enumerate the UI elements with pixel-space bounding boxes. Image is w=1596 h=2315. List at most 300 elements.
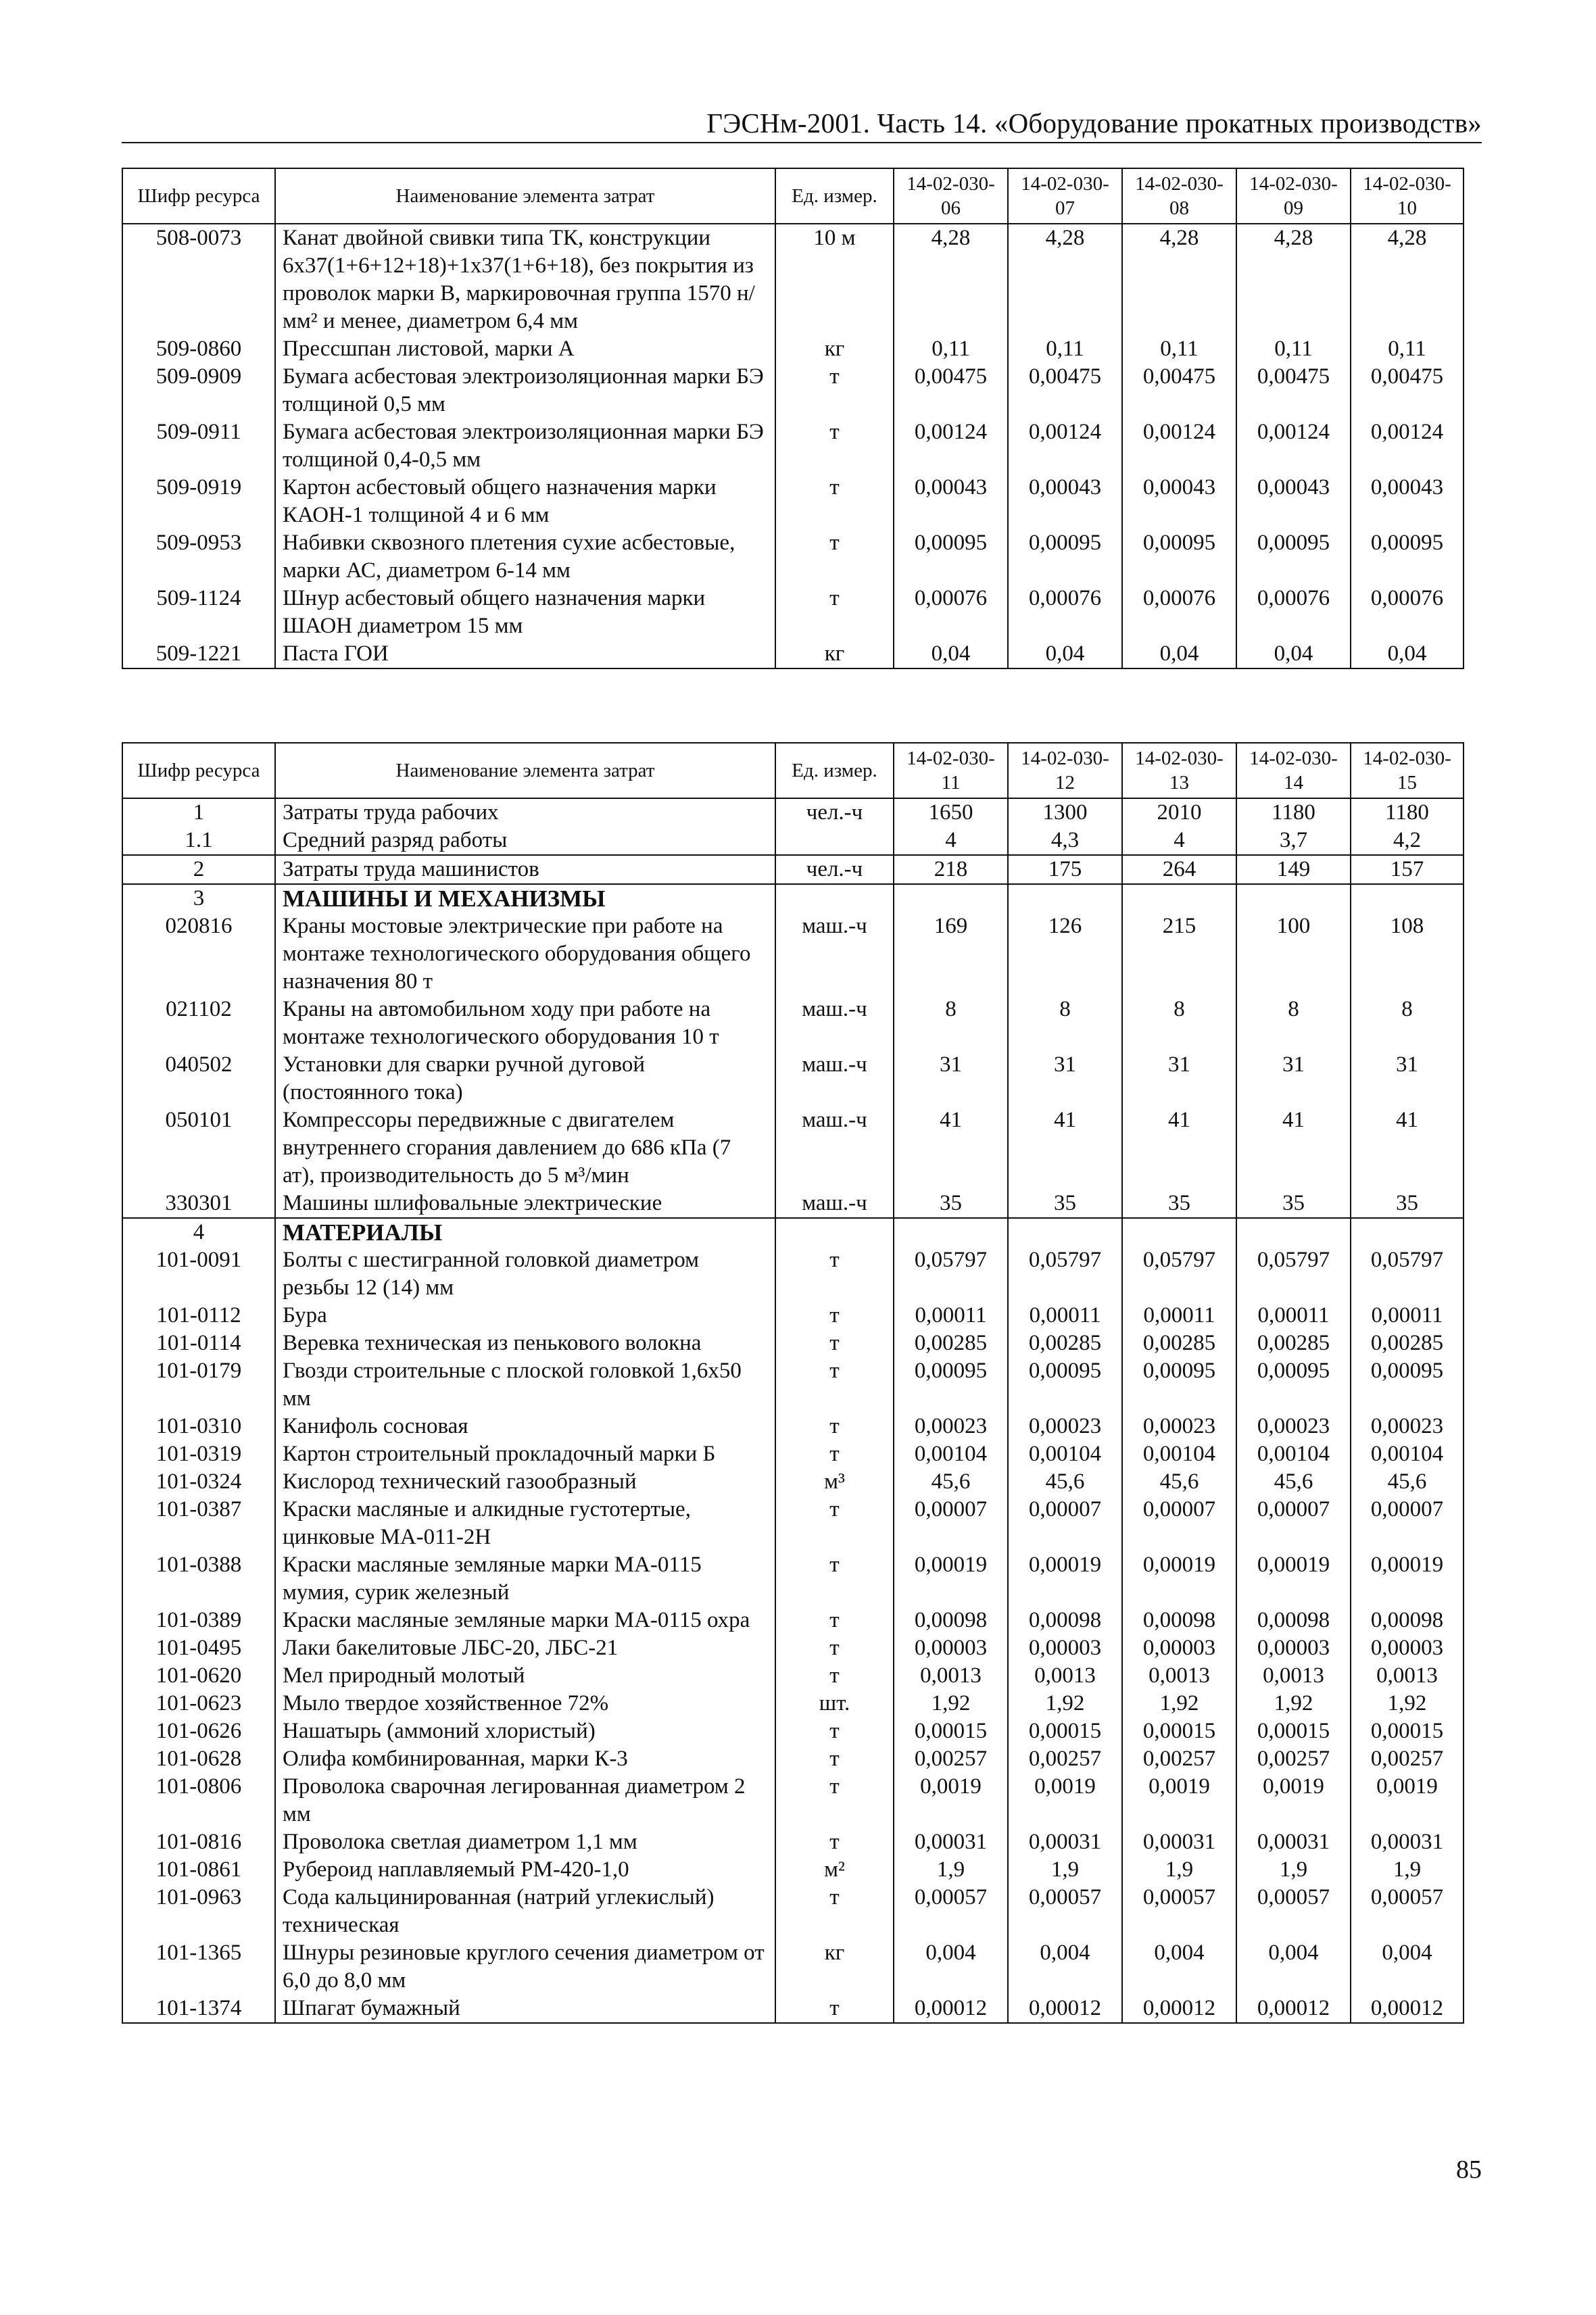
value-cell: 126 xyxy=(1008,912,1122,996)
table-row xyxy=(122,996,1464,1051)
value-cell: 0,00012 xyxy=(1008,1995,1122,2023)
value-cell: 175 xyxy=(1008,855,1122,884)
unit-cell: т xyxy=(775,1773,894,1828)
unit-cell: т xyxy=(775,585,894,640)
value-cell: 0,04 xyxy=(1122,640,1236,668)
value-cell: 0,0019 xyxy=(894,1773,1008,1828)
value-cell: 4,28 xyxy=(1351,224,1464,335)
value-cell: 0,00076 xyxy=(1351,585,1464,640)
cost-item-name: Краски масляные и алкидные густотертые, цинковые МА-011-2Н xyxy=(275,1496,775,1551)
cost-item-name: Бумага асбестовая электроизоляционная марки БЭ толщиной 0,4-0,5 мм xyxy=(275,418,775,474)
value-cell: 0,00012 xyxy=(1351,1995,1464,2023)
value-cell: 0,05797 xyxy=(894,1246,1008,1302)
value-cell: 0,00095 xyxy=(1236,529,1351,585)
cost-item-name: Средний разряд работы xyxy=(275,827,775,855)
value-cell: 4 xyxy=(894,827,1008,855)
table-header-row xyxy=(122,743,1464,798)
table-row xyxy=(122,1190,1464,1218)
resource-code: 101-0628 xyxy=(122,1745,275,1773)
unit-cell: т xyxy=(775,363,894,418)
table-header-row xyxy=(122,168,1464,224)
table-row xyxy=(122,912,1464,996)
resource-code: 101-0324 xyxy=(122,1468,275,1496)
value-cell: 45,6 xyxy=(1122,1468,1236,1496)
value-cell: 0,00076 xyxy=(894,585,1008,640)
value-cell: 0,00095 xyxy=(1236,1357,1351,1413)
resource-code: 101-0626 xyxy=(122,1717,275,1745)
value-cell: 1,9 xyxy=(894,1856,1008,1884)
resource-code: 2 xyxy=(122,855,275,884)
unit-cell: т xyxy=(775,1634,894,1662)
cost-item-name: Мел природный молотый xyxy=(275,1662,775,1690)
unit-cell: кг xyxy=(775,1939,894,1995)
value-cell: 0,00019 xyxy=(1008,1551,1122,1607)
cost-item-name: Картон асбестовый общего назначения марки КАОН-1 толщиной 4 и 6 мм xyxy=(275,474,775,529)
unit-cell: чел.-ч xyxy=(775,855,894,884)
col-header-norm: 14-02-030-07 xyxy=(1008,168,1122,224)
resource-code: 101-0620 xyxy=(122,1662,275,1690)
value-cell: 1300 xyxy=(1008,798,1122,827)
value-cell: 0,00031 xyxy=(1008,1828,1122,1856)
value-cell: 31 xyxy=(1008,1051,1122,1106)
cost-item-name: Рубероид наплавляемый РМ-420-1,0 xyxy=(275,1856,775,1884)
value-cell: 0,00124 xyxy=(894,418,1008,474)
unit-cell: т xyxy=(775,1717,894,1745)
value-cell: 0,00019 xyxy=(1351,1551,1464,1607)
table-row xyxy=(122,1468,1464,1496)
cost-item-name: Шпагат бумажный xyxy=(275,1995,775,2023)
value-cell: 45,6 xyxy=(894,1468,1008,1496)
value-cell: 0,00003 xyxy=(1008,1634,1122,1662)
value-cell: 0,05797 xyxy=(1351,1246,1464,1302)
value-cell: 0,00007 xyxy=(1351,1496,1464,1551)
value-cell xyxy=(1351,884,1464,912)
table-row xyxy=(122,474,1464,529)
col-header-norm: 14-02-030-10 xyxy=(1351,168,1464,224)
unit-cell: маш.-ч xyxy=(775,996,894,1051)
resource-code: 101-0389 xyxy=(122,1607,275,1634)
value-cell: 0,05797 xyxy=(1122,1246,1236,1302)
value-cell: 1,9 xyxy=(1236,1856,1351,1884)
table-row xyxy=(122,1773,1464,1828)
table-row xyxy=(122,1856,1464,1884)
cost-item-name: Установки для сварки ручной дуговой (постоянного тока) xyxy=(275,1051,775,1106)
unit-cell: кг xyxy=(775,335,894,363)
value-cell xyxy=(1008,1218,1122,1246)
unit-cell: шт. xyxy=(775,1690,894,1717)
cost-item-name: Кислород технический газообразный xyxy=(275,1468,775,1496)
value-cell: 0,0013 xyxy=(1351,1662,1464,1690)
value-cell: 0,05797 xyxy=(1236,1246,1351,1302)
value-cell: 0,00057 xyxy=(1236,1884,1351,1939)
table-row xyxy=(122,1607,1464,1634)
value-cell: 35 xyxy=(1008,1190,1122,1218)
value-cell: 1,9 xyxy=(1122,1856,1236,1884)
cost-item-name: Краны мостовые электрические при работе на монтаже технологического оборудования общего назначения 80 т xyxy=(275,912,775,996)
section-row xyxy=(122,884,1464,912)
resource-code: 101-0816 xyxy=(122,1828,275,1856)
resource-code: 509-0860 xyxy=(122,335,275,363)
cost-item-name: Набивки сквозного плетения сухие асбестовые, марки АС, диаметром 6-14 мм xyxy=(275,529,775,585)
value-cell: 149 xyxy=(1236,855,1351,884)
unit-cell: т xyxy=(775,474,894,529)
col-header-name: Наименование элемента затрат xyxy=(275,168,775,224)
value-cell: 4,3 xyxy=(1008,827,1122,855)
value-cell: 0,00043 xyxy=(1236,474,1351,529)
resource-code: 040502 xyxy=(122,1051,275,1106)
cost-item-name: Прессшпан листовой, марки А xyxy=(275,335,775,363)
unit-cell: т xyxy=(775,529,894,585)
resource-code: 101-0091 xyxy=(122,1246,275,1302)
value-cell: 0,0019 xyxy=(1351,1773,1464,1828)
running-header: ГЭСНм-2001. Часть 14. «Оборудование прокатных производств» xyxy=(706,107,1482,139)
table-row xyxy=(122,798,1464,827)
value-cell: 31 xyxy=(1122,1051,1236,1106)
value-cell: 0,00475 xyxy=(1236,363,1351,418)
table-row xyxy=(122,1551,1464,1607)
resource-code: 3 xyxy=(122,884,275,912)
table-row xyxy=(122,363,1464,418)
value-cell: 0,00095 xyxy=(894,1357,1008,1413)
value-cell: 0,00124 xyxy=(1122,418,1236,474)
value-cell: 0,00095 xyxy=(1008,529,1122,585)
value-cell: 108 xyxy=(1351,912,1464,996)
table-row xyxy=(122,1496,1464,1551)
value-cell: 0,04 xyxy=(894,640,1008,668)
value-cell: 0,00098 xyxy=(1122,1607,1236,1634)
unit-cell: т xyxy=(775,418,894,474)
resource-code: 508-0073 xyxy=(122,224,275,335)
col-header-code: Шифр ресурса xyxy=(122,743,275,798)
unit-cell: маш.-ч xyxy=(775,912,894,996)
value-cell: 0,04 xyxy=(1236,640,1351,668)
value-cell: 0,00104 xyxy=(894,1440,1008,1468)
table-row xyxy=(122,224,1464,335)
value-cell: 31 xyxy=(1351,1051,1464,1106)
unit-cell: 10 м xyxy=(775,224,894,335)
value-cell: 0,00285 xyxy=(1008,1330,1122,1357)
value-cell: 0,00098 xyxy=(1008,1607,1122,1634)
unit-cell: м³ xyxy=(775,1468,894,1496)
value-cell: 4,28 xyxy=(1008,224,1122,335)
cost-item-name: Проволока светлая диаметром 1,1 мм xyxy=(275,1828,775,1856)
value-cell: 41 xyxy=(894,1106,1008,1190)
table-row xyxy=(122,1939,1464,1995)
value-cell: 0,00124 xyxy=(1236,418,1351,474)
value-cell: 0,00257 xyxy=(1008,1745,1122,1773)
cost-item-name: Веревка техническая из пенькового волокна xyxy=(275,1330,775,1357)
value-cell: 0,00095 xyxy=(1008,1357,1122,1413)
cost-item-name: Машины шлифовальные электрические xyxy=(275,1190,775,1218)
value-cell: 1,92 xyxy=(1351,1690,1464,1717)
col-header-unit: Ед. измер. xyxy=(775,743,894,798)
value-cell: 0,05797 xyxy=(1008,1246,1122,1302)
resource-code: 050101 xyxy=(122,1106,275,1190)
table-row xyxy=(122,1357,1464,1413)
unit-cell: т xyxy=(775,1995,894,2023)
value-cell: 1,92 xyxy=(894,1690,1008,1717)
table-row xyxy=(122,1051,1464,1106)
value-cell: 0,00285 xyxy=(1351,1330,1464,1357)
col-header-norm: 14-02-030-14 xyxy=(1236,743,1351,798)
value-cell xyxy=(894,1218,1008,1246)
value-cell: 157 xyxy=(1351,855,1464,884)
value-cell: 35 xyxy=(1236,1190,1351,1218)
unit-cell: т xyxy=(775,1745,894,1773)
cost-item-name: Гвозди строительные с плоской головкой 1,6x50 мм xyxy=(275,1357,775,1413)
value-cell: 0,00003 xyxy=(1351,1634,1464,1662)
table-row xyxy=(122,1330,1464,1357)
value-cell: 0,00007 xyxy=(1236,1496,1351,1551)
cost-item-name: Болты с шестигранной головкой диаметром резьбы 12 (14) мм xyxy=(275,1246,775,1302)
value-cell: 41 xyxy=(1008,1106,1122,1190)
value-cell: 0,004 xyxy=(894,1939,1008,1995)
resource-code: 101-0388 xyxy=(122,1551,275,1607)
cost-item-name: Шнур асбестовый общего назначения марки ШАОН диаметром 15 мм xyxy=(275,585,775,640)
value-cell: 0,00003 xyxy=(894,1634,1008,1662)
value-cell: 8 xyxy=(1008,996,1122,1051)
table-row xyxy=(122,1828,1464,1856)
value-cell: 35 xyxy=(1122,1190,1236,1218)
value-cell: 0,00104 xyxy=(1122,1440,1236,1468)
value-cell: 0,00011 xyxy=(894,1302,1008,1330)
table-row xyxy=(122,1662,1464,1690)
resource-code: 101-1374 xyxy=(122,1995,275,2023)
value-cell: 0,00257 xyxy=(1122,1745,1236,1773)
table-row xyxy=(122,529,1464,585)
value-cell: 1,9 xyxy=(1008,1856,1122,1884)
cost-item-name: Олифа комбинированная, марки К-3 xyxy=(275,1745,775,1773)
value-cell: 0,00043 xyxy=(894,474,1008,529)
resource-code: 101-0387 xyxy=(122,1496,275,1551)
value-cell: 0,00011 xyxy=(1351,1302,1464,1330)
value-cell: 0,0019 xyxy=(1008,1773,1122,1828)
value-cell: 0,00285 xyxy=(1236,1330,1351,1357)
cost-item-name: Затраты труда машинистов xyxy=(275,855,775,884)
value-cell: 41 xyxy=(1351,1106,1464,1190)
value-cell: 0,00257 xyxy=(1236,1745,1351,1773)
value-cell: 0,11 xyxy=(1122,335,1236,363)
resource-code: 509-0919 xyxy=(122,474,275,529)
value-cell: 0,00023 xyxy=(1122,1413,1236,1440)
value-cell: 0,00104 xyxy=(1236,1440,1351,1468)
value-cell: 0,00475 xyxy=(1351,363,1464,418)
value-cell: 0,00043 xyxy=(1008,474,1122,529)
resource-code: 101-1365 xyxy=(122,1939,275,1995)
resource-code: 020816 xyxy=(122,912,275,996)
resource-code: 101-0310 xyxy=(122,1413,275,1440)
value-cell: 0,00098 xyxy=(1236,1607,1351,1634)
value-cell: 4,28 xyxy=(1236,224,1351,335)
resource-code: 509-0953 xyxy=(122,529,275,585)
cost-item-name: Нашатырь (аммоний хлористый) xyxy=(275,1717,775,1745)
value-cell: 1,9 xyxy=(1351,1856,1464,1884)
resource-code: 509-1221 xyxy=(122,640,275,668)
value-cell: 0,00098 xyxy=(894,1607,1008,1634)
value-cell: 45,6 xyxy=(1008,1468,1122,1496)
resource-code: 021102 xyxy=(122,996,275,1051)
cost-item-name: Лаки бакелитовые ЛБС-20, ЛБС-21 xyxy=(275,1634,775,1662)
value-cell: 0,0013 xyxy=(1122,1662,1236,1690)
unit-cell: м² xyxy=(775,1856,894,1884)
table-row xyxy=(122,855,1464,884)
table-row xyxy=(122,827,1464,855)
value-cell: 0,00257 xyxy=(894,1745,1008,1773)
table-row xyxy=(122,1884,1464,1939)
value-cell: 0,00019 xyxy=(1236,1551,1351,1607)
cost-item-name: Бумага асбестовая электроизоляционная марки БЭ толщиной 0,5 мм xyxy=(275,363,775,418)
value-cell: 3,7 xyxy=(1236,827,1351,855)
value-cell: 0,00015 xyxy=(1008,1717,1122,1745)
value-cell: 0,0013 xyxy=(894,1662,1008,1690)
value-cell: 0,00257 xyxy=(1351,1745,1464,1773)
value-cell: 0,00124 xyxy=(1008,418,1122,474)
unit-cell xyxy=(775,827,894,855)
value-cell: 0,00003 xyxy=(1122,1634,1236,1662)
header-rule xyxy=(122,142,1482,143)
resource-code: 101-0495 xyxy=(122,1634,275,1662)
resource-code: 101-0114 xyxy=(122,1330,275,1357)
value-cell: 0,00043 xyxy=(1122,474,1236,529)
value-cell: 0,00019 xyxy=(894,1551,1008,1607)
unit-cell: т xyxy=(775,1551,894,1607)
value-cell: 0,00098 xyxy=(1351,1607,1464,1634)
value-cell: 0,00015 xyxy=(1236,1717,1351,1745)
value-cell: 0,00007 xyxy=(1122,1496,1236,1551)
resource-code: 509-0909 xyxy=(122,363,275,418)
resource-code: 4 xyxy=(122,1218,275,1246)
cost-item-name: Шнуры резиновые круглого сечения диаметром от 6,0 до 8,0 мм xyxy=(275,1939,775,1995)
cost-item-name: Бура xyxy=(275,1302,775,1330)
value-cell: 8 xyxy=(1122,996,1236,1051)
cost-item-name: Краны на автомобильном ходу при работе на монтаже технологического оборудования 10 т xyxy=(275,996,775,1051)
col-header-norm: 14-02-030-15 xyxy=(1351,743,1464,798)
resource-code: 101-0806 xyxy=(122,1773,275,1828)
resource-code: 101-0319 xyxy=(122,1440,275,1468)
value-cell: 0,0019 xyxy=(1236,1773,1351,1828)
value-cell: 1,92 xyxy=(1122,1690,1236,1717)
value-cell: 1,92 xyxy=(1008,1690,1122,1717)
value-cell: 0,00095 xyxy=(1351,529,1464,585)
value-cell: 0,00285 xyxy=(894,1330,1008,1357)
col-header-norm: 14-02-030-06 xyxy=(894,168,1008,224)
value-cell: 0,00104 xyxy=(1008,1440,1122,1468)
cost-item-name: Паста ГОИ xyxy=(275,640,775,668)
value-cell: 0,00007 xyxy=(1008,1496,1122,1551)
value-cell: 0,00031 xyxy=(1122,1828,1236,1856)
value-cell: 0,00043 xyxy=(1351,474,1464,529)
value-cell: 0,04 xyxy=(1008,640,1122,668)
resource-code: 101-0179 xyxy=(122,1357,275,1413)
value-cell: 0,00475 xyxy=(1008,363,1122,418)
value-cell: 0,00095 xyxy=(894,529,1008,585)
value-cell: 0,11 xyxy=(1351,335,1464,363)
table-row xyxy=(122,1413,1464,1440)
value-cell: 0,11 xyxy=(894,335,1008,363)
resource-code: 101-0861 xyxy=(122,1856,275,1884)
value-cell: 0,00095 xyxy=(1122,529,1236,585)
unit-cell xyxy=(775,1218,894,1246)
value-cell: 0,11 xyxy=(1008,335,1122,363)
unit-cell xyxy=(775,884,894,912)
value-cell: 0,00012 xyxy=(1236,1995,1351,2023)
table-row xyxy=(122,1246,1464,1302)
value-cell: 0,00076 xyxy=(1236,585,1351,640)
resource-code: 509-1124 xyxy=(122,585,275,640)
value-cell: 0,0019 xyxy=(1122,1773,1236,1828)
value-cell: 45,6 xyxy=(1351,1468,1464,1496)
col-header-norm: 14-02-030-11 xyxy=(894,743,1008,798)
resource-code: 101-0623 xyxy=(122,1690,275,1717)
value-cell: 0,00095 xyxy=(1351,1357,1464,1413)
value-cell: 0,00023 xyxy=(1351,1413,1464,1440)
table-row xyxy=(122,1106,1464,1190)
value-cell xyxy=(1122,884,1236,912)
table-row xyxy=(122,1302,1464,1330)
value-cell: 0,00015 xyxy=(1122,1717,1236,1745)
cost-item-name: Краски масляные земляные марки МА-0115 мумия, сурик железный xyxy=(275,1551,775,1607)
resource-code: 509-0911 xyxy=(122,418,275,474)
value-cell: 0,004 xyxy=(1236,1939,1351,1995)
value-cell: 0,00012 xyxy=(894,1995,1008,2023)
unit-cell: чел.-ч xyxy=(775,798,894,827)
value-cell: 1,92 xyxy=(1236,1690,1351,1717)
unit-cell: маш.-ч xyxy=(775,1106,894,1190)
value-cell: 4 xyxy=(1122,827,1236,855)
value-cell: 0,004 xyxy=(1008,1939,1122,1995)
cost-item-name: Проволока сварочная легированная диаметром 2 мм xyxy=(275,1773,775,1828)
value-cell: 0,00011 xyxy=(1008,1302,1122,1330)
table-row xyxy=(122,640,1464,668)
value-cell: 0,00475 xyxy=(1122,363,1236,418)
table-row xyxy=(122,335,1464,363)
unit-cell: т xyxy=(775,1496,894,1551)
value-cell: 0,00057 xyxy=(894,1884,1008,1939)
unit-cell: т xyxy=(775,1828,894,1856)
unit-cell: т xyxy=(775,1302,894,1330)
unit-cell: т xyxy=(775,1884,894,1939)
page-number: 85 xyxy=(1456,2155,1482,2184)
table-row xyxy=(122,1717,1464,1745)
cost-item-name: Канат двойной свивки типа ТК, конструкции 6x37(1+6+12+18)+1x37(1+6+18), без покрытия из проволок марки В, маркировочная группа 1570 н/мм² и менее, диаметром 6,4 мм xyxy=(275,224,775,335)
value-cell: 0,00076 xyxy=(1008,585,1122,640)
unit-cell: кг xyxy=(775,640,894,668)
value-cell: 35 xyxy=(894,1190,1008,1218)
cost-item-name: Краски масляные земляные марки МА-0115 охра xyxy=(275,1607,775,1634)
value-cell: 0,00124 xyxy=(1351,418,1464,474)
value-cell: 169 xyxy=(894,912,1008,996)
col-header-name: Наименование элемента затрат xyxy=(275,743,775,798)
col-header-norm: 14-02-030-12 xyxy=(1008,743,1122,798)
unit-cell: т xyxy=(775,1413,894,1440)
col-header-unit: Ед. измер. xyxy=(775,168,894,224)
cost-item-name: Канифоль сосновая xyxy=(275,1413,775,1440)
value-cell: 0,00011 xyxy=(1236,1302,1351,1330)
unit-cell: т xyxy=(775,1662,894,1690)
value-cell: 8 xyxy=(1351,996,1464,1051)
cost-item-name: Картон строительный прокладочный марки Б xyxy=(275,1440,775,1468)
value-cell: 0,00031 xyxy=(1351,1828,1464,1856)
value-cell: 45,6 xyxy=(1236,1468,1351,1496)
resource-code: 1.1 xyxy=(122,827,275,855)
value-cell: 1180 xyxy=(1351,798,1464,827)
col-header-norm: 14-02-030-08 xyxy=(1122,168,1236,224)
section-title: МАШИНЫ И МЕХАНИЗМЫ xyxy=(275,884,775,912)
value-cell: 4,2 xyxy=(1351,827,1464,855)
value-cell xyxy=(1008,884,1122,912)
table-row xyxy=(122,1745,1464,1773)
value-cell: 8 xyxy=(1236,996,1351,1051)
